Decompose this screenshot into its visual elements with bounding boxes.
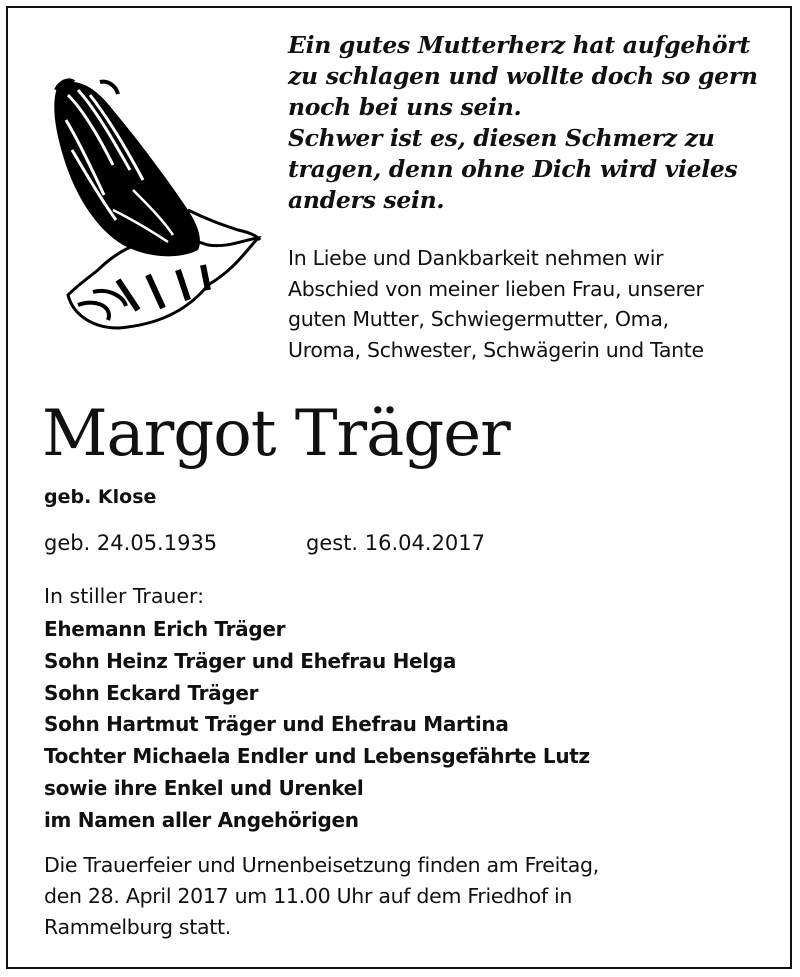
intro-line: In Liebe und Dankbarkeit nehmen wir	[288, 246, 664, 270]
verse-line: anders sein.	[288, 186, 445, 214]
mourner-line: Sohn Hartmut Träger und Ehefrau Martina	[44, 712, 509, 737]
service-details	[44, 850, 784, 943]
verse-line: Schwer ist es, diesen Schmerz zu	[288, 124, 715, 152]
maiden-name: geb. Klose	[44, 486, 157, 508]
mourners-intro: In stiller Trauer:	[44, 584, 204, 608]
birth-date: geb. 24.05.1935	[44, 531, 218, 555]
verse-line: zu schlagen und wollte doch so gern	[288, 62, 758, 90]
verse-line: tragen, denn ohne Dich wird vieles	[288, 155, 738, 183]
verse-line: Ein gutes Mutterherz hat aufgehört	[288, 31, 750, 59]
praying-hands-icon	[38, 70, 268, 340]
death-date: gest. 16.04.2017	[306, 531, 486, 555]
farewell-intro	[288, 243, 788, 365]
mourner-line: im Namen aller Angehörigen	[44, 807, 359, 832]
intro-line: guten Mutter, Schwiegermutter, Oma,	[288, 307, 669, 331]
verse	[288, 30, 768, 216]
mourner-line: Ehemann Erich Träger	[44, 617, 286, 641]
life-dates	[44, 531, 486, 555]
service-line: Die Trauerfeier und Urnenbeisetzung finden am Freitag,	[44, 853, 599, 877]
verse-line: noch bei uns sein.	[288, 93, 522, 121]
mourners-list	[44, 614, 590, 837]
intro-line: Abschied von meiner lieben Frau, unserer	[288, 276, 704, 301]
mourner-line: sowie ihre Enkel und Urenkel	[44, 775, 364, 800]
mourner-line: Sohn Eckard Träger	[44, 680, 259, 705]
service-line: den 28. April 2017 um 11.00 Uhr auf dem Friedhof in	[44, 884, 573, 908]
service-line: Rammelburg statt.	[44, 915, 231, 939]
mourner-line: Tochter Michaela Endler und Lebensgefährte Lutz	[44, 744, 590, 769]
intro-line: Uroma, Schwester, Schwägerin und Tante	[288, 337, 704, 362]
mourner-line: Sohn Heinz Träger und Ehefrau Helga	[44, 648, 457, 673]
deceased-name: Margot Träger	[42, 397, 510, 471]
